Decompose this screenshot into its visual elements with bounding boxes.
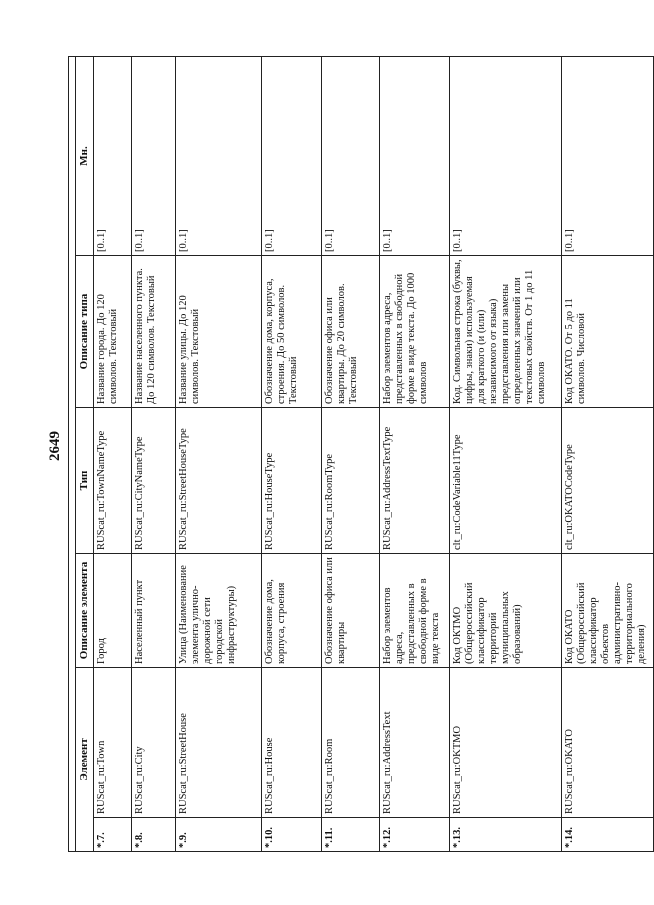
row-element-desc: Код ОКАТО (Общероссийский классификатор объектов административно-территориального деления) [561,554,653,668]
row-element-desc: Город [93,554,131,668]
row-element-desc: Населенный пункт [131,554,175,668]
row-element-desc: Улица (Наименование элемента улично-дорожной сети городской инфраструктуры) [175,554,261,668]
row-type: RUScat_ru:StreetHouseType [175,408,261,554]
row-type-desc: Название населенного пункта. До 120 символов. Текстовый [131,256,175,408]
row-element: RUScat_ru:Room [321,668,379,818]
row-type-desc: Обозначение дома, корпуса, строения. До 50 символов. Текстовый [261,256,321,408]
row-number: *.13. [449,818,561,852]
page-number: 2649 [47,431,63,461]
row-element: RUScat_ru:OKTMO [449,668,561,818]
row-number: *.8. [131,818,175,852]
row-type: RUScat_ru:AddressTextType [379,408,449,554]
row-element-desc: Обозначение дома, корпуса, строения [261,554,321,668]
row-element: RUScat_ru:StreetHouse [175,668,261,818]
row-number: *.12. [379,818,449,852]
row-type: clt_ru:CodeVariable11Type [449,408,561,554]
table-sheet [68,57,648,852]
row-type-desc: Обозначение офиса или квартиры. До 20 символов. Текстовый [321,256,379,408]
table-row [561,56,653,851]
row-type-desc: Набор элементов адреса, представленных в свободной форме в виде текста. До 1000 символов [379,256,449,408]
table-row [379,56,449,851]
row-mn: [0..1] [175,56,261,255]
row-number: *.9. [175,818,261,852]
row-number: *.10. [261,818,321,852]
row-number: *.11. [321,818,379,852]
row-type-desc: Название города. До 120 символов. Текстовый [93,256,131,408]
header-spacer-row [69,56,76,851]
header-type-desc: Описание типа [76,256,94,408]
row-mn: [0..1] [261,56,321,255]
rotated-table-container [68,57,648,852]
row-type: clt_ru:OKATOCodeType [561,408,653,554]
row-number: *.7. [93,818,131,852]
table-row [321,56,379,851]
row-element: RUScat_ru:City [131,668,175,818]
row-type: RUScat_ru:HouseType [261,408,321,554]
row-element: RUScat_ru:House [261,668,321,818]
header-element-desc: Описание элемента [76,554,94,668]
header-row [76,56,94,851]
header-type: Тип [76,408,94,554]
header-spacer [69,56,76,851]
header-mn: Мн. [76,56,94,255]
row-mn: [0..1] [131,56,175,255]
table-row [175,56,261,851]
row-element: RUScat_ru:OKATO [561,668,653,818]
row-element: RUScat_ru:Town [93,668,131,818]
row-mn: [0..1] [93,56,131,255]
table-row [261,56,321,851]
row-type: RUScat_ru:TownNameType [93,408,131,554]
row-type-desc: Код. Символьная строка (буквы, цифры, знаки) используемая для краткого (и (или) независимого от языка) представления или замены определенных значений или текстовых свойств. От 1 до 11 символов [449,256,561,408]
row-mn: [0..1] [561,56,653,255]
header-element: Элемент [76,668,94,852]
table-row [449,56,561,851]
row-element: RUScat_ru:AddressText [379,668,449,818]
row-type-desc: Название улицы. До 120 символов. Текстовый [175,256,261,408]
row-mn: [0..1] [379,56,449,255]
table-row [131,56,175,851]
row-mn: [0..1] [321,56,379,255]
table-row [93,56,131,851]
schema-table [68,56,654,852]
row-mn: [0..1] [449,56,561,255]
row-number: *.14. [561,818,653,852]
row-type-desc: Код ОКАТО. От 5 до 11 символов. Числовой [561,256,653,408]
row-element-desc: Обозначение офиса или квартиры [321,554,379,668]
row-element-desc: Код ОКТМО (Общероссийский классификатор территорий муниципальных образований) [449,554,561,668]
row-type: RUScat_ru:RoomType [321,408,379,554]
row-element-desc: Набор элементов адреса, представленных в свободной форме в виде текста [379,554,449,668]
row-type: RUScat_ru:CityNameType [131,408,175,554]
